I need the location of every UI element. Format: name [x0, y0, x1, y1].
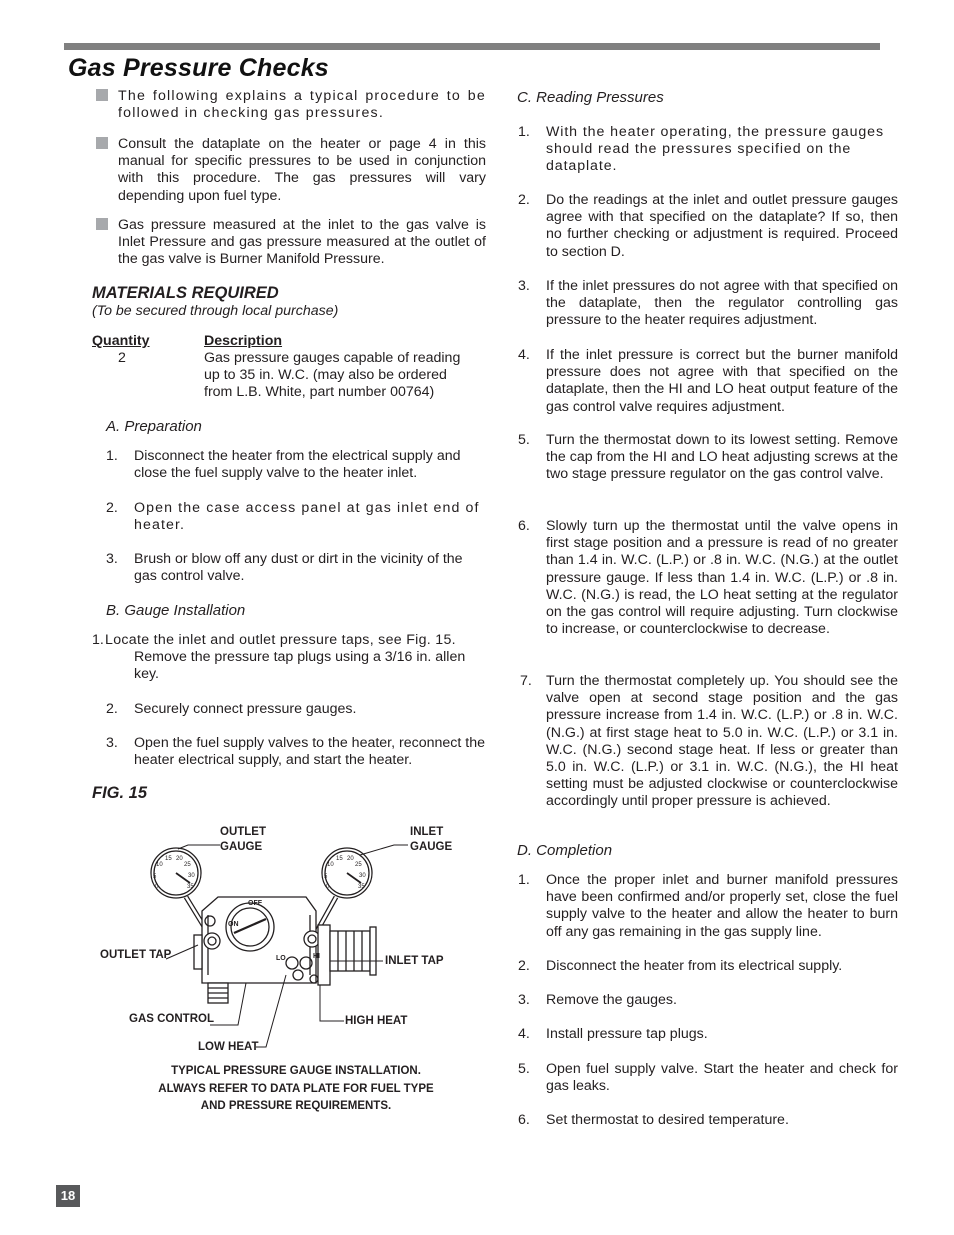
list-number: 1.: [518, 872, 530, 888]
list-item: Open fuel supply valve. Start the heater and check for gas leaks.: [546, 1061, 898, 1095]
gauge-tick: 15: [165, 856, 172, 862]
description-value: Gas pressure gauges capable of reading up to 35 in. W.C. (may also be ordered from L.B. White, part number 00764): [204, 350, 461, 401]
intro-bullet-1: The following explains a typical procedure to be followed in checking gas pressures.: [118, 88, 486, 122]
intro-bullet-2: Consult the dataplate on the heater or page 4 in this manual for specific pressures to be used in conjunction with this procedure. The gas pressures will vary depending upon fuel type.: [118, 136, 486, 204]
list-item: Locate the inlet and outlet pressure taps, see Fig. 15.: [105, 632, 456, 648]
description-header: Description: [204, 333, 283, 349]
materials-heading: MATERIALS REQUIRED: [92, 284, 279, 302]
list-item: Install pressure tap plugs.: [546, 1026, 708, 1042]
inlet-gauge-label: INLET GAUGE: [410, 826, 453, 853]
gauge-tick: 10: [156, 862, 163, 868]
list-number: 5.: [518, 432, 530, 448]
list-item: Brush or blow off any dust or dirt in the vicinity of the gas control valve.: [134, 551, 463, 585]
list-item-continued: Remove the pressure tap plugs using a 3/16 in. allen key.: [134, 649, 466, 683]
list-item: Open the case access panel at gas inlet end of heater.: [134, 500, 480, 534]
outlet-gauge-label: OUTLET GAUGE: [220, 826, 266, 853]
list-number: 6.: [518, 518, 530, 534]
inlet-tap-label: INLET TAP: [385, 955, 444, 967]
low-heat-label: LOW HEAT: [198, 1041, 259, 1053]
gauge-tick: 0: [326, 884, 330, 890]
quantity-value: 2: [118, 350, 126, 366]
page-title: Gas Pressure Checks: [68, 54, 329, 82]
outlet-tap-label: OUTLET TAP: [100, 949, 172, 961]
list-number: 1.: [106, 448, 118, 464]
list-item: Disconnect the heater from the electrical supply and close the fuel supply valve to the heater inlet.: [134, 448, 461, 482]
quantity-header: Quantity: [92, 333, 150, 349]
materials-note: (To be secured through local purchase): [92, 303, 339, 319]
list-item: Turn the thermostat completely up. You should see the valve open at second stage position and the gas pressure increase from 1.4 in. W.C. (L.P.) or .8 in. W.C. (N.G.) at first stage heat to 5.0 in. W.C. (L.P.) or 3.1 in. W.C. (N.G.) second stage heat. If less or greater than 5.0 in. W.C. (L.P.) or 3.1 in. W.C. (N.G.), the HI heat setting must be adjusted clockwise or counterclockwise accordingly until proper pressure is achieved.: [546, 673, 898, 810]
bullet-marker: [96, 218, 108, 230]
gauge-tick: 0: [155, 884, 159, 890]
list-number: 5.: [518, 1061, 530, 1077]
list-number: 4.: [518, 1026, 530, 1042]
list-number: 7.: [520, 673, 532, 689]
gauge-tick: 25: [355, 862, 362, 868]
gauge-tick: 35: [187, 884, 194, 890]
list-number: 4.: [518, 347, 530, 363]
list-number: 2.: [106, 500, 118, 516]
list-item: If the inlet pressure is correct but the burner manifold pressure does not agree with that specified on the dataplate, then the HI and LO heat output feature of the gas control valve requires adjustment.: [546, 347, 898, 415]
list-item: Turn the thermostat down to its lowest setting. Remove the cap from the HI and LO heat adjusting screws at the two stage pressure regulator on the gas control valve.: [546, 432, 898, 483]
gauge-tick: 30: [359, 873, 366, 879]
section-c-heading: C. Reading Pressures: [517, 89, 664, 106]
gauge-tick: 10: [327, 862, 334, 868]
list-number: 3.: [518, 992, 530, 1008]
list-number: 2.: [106, 701, 118, 717]
list-item: Securely connect pressure gauges.: [134, 701, 357, 717]
section-a-heading: A. Preparation: [106, 418, 202, 435]
gauge-tick: 5: [324, 874, 328, 880]
gauge-tick: 5: [153, 874, 157, 880]
outlet-gauge-ticks: [153, 856, 201, 904]
high-heat-label: HIGH HEAT: [345, 1015, 408, 1027]
list-number: 3.: [518, 278, 530, 294]
intro-bullet-3: Gas pressure measured at the inlet to the gas valve is Inlet Pressure and gas pressure measured at the outlet of the gas valve is Burner Manifold Pressure.: [118, 217, 486, 268]
gauge-tick: 35: [358, 884, 365, 890]
list-number: 2.: [518, 958, 530, 974]
gauge-tick: 30: [188, 873, 195, 879]
list-item: Open the fuel supply valves to the heater, reconnect the heater electrical supply, and start the heater.: [134, 735, 485, 769]
figure-label: FIG. 15: [92, 784, 148, 802]
bullet-marker: [96, 89, 108, 101]
list-item: Remove the gauges.: [546, 992, 677, 1008]
on-label: ON: [228, 921, 239, 928]
off-label: OFF: [248, 900, 262, 907]
list-item: Do the readings at the inlet and outlet pressure gauges agree with that specified on the dataplate? If so, then no further checking or adjustment is required. Proceed to section D.: [546, 192, 898, 260]
gauge-tick: 15: [336, 856, 343, 862]
list-item: Slowly turn up the thermostat until the valve opens in first stage position and a pressure is read of no greater than 1.4 in. W.C. (L.P.) or .8 in. W.C. (N.G.) at the outlet pressure gauge. If less than 1.4 in. W.C. (L.P.) or .8 in. W.C. (N.G.) is read, the LO heat setting at the regulator on the gas control will require adjusting. Turn clockwise to increase, or counterclockwise to decrease.: [546, 518, 898, 638]
list-item: With the heater operating, the pressure gauges should read the pressures specified on the dataplate.: [546, 124, 884, 175]
gas-control-label: GAS CONTROL: [129, 1013, 214, 1025]
hi-label: HI: [313, 953, 320, 960]
bullet-marker: [96, 137, 108, 149]
lo-label: LO: [276, 955, 286, 962]
list-number: 2.: [518, 192, 530, 208]
list-number: 1.: [518, 124, 530, 140]
page-number: 18: [56, 1185, 80, 1207]
list-number: 3.: [106, 551, 118, 567]
list-item: Set thermostat to desired temperature.: [546, 1112, 789, 1128]
inlet-gauge-ticks: [324, 856, 372, 904]
gauge-tick: 20: [176, 856, 183, 862]
header-rule: [64, 43, 880, 50]
section-d-heading: D. Completion: [517, 842, 613, 859]
section-b-heading: B. Gauge Installation: [106, 602, 246, 619]
list-item: Once the proper inlet and burner manifold pressures have been confirmed and/or properly set, close the fuel supply valve to the heater and allow the heater to burn off any gas remaining in the gas supply line.: [546, 872, 898, 940]
list-number: 3.: [106, 735, 118, 751]
gauge-tick: 20: [347, 856, 354, 862]
list-item: Disconnect the heater from its electrical supply.: [546, 958, 843, 974]
list-item: If the inlet pressures do not agree with that specified on the dataplate, then the regulator controlling gas pressure to the heater requires adjustment.: [546, 278, 898, 329]
gauge-tick: 25: [184, 862, 191, 868]
list-number: 6.: [518, 1112, 530, 1128]
figure-caption: TYPICAL PRESSURE GAUGE INSTALLATION. ALWAYS REFER TO DATA PLATE FOR FUEL TYPE AND PRESSURE REQUIREMENTS.: [158, 1065, 434, 1112]
list-number: 1.: [92, 632, 104, 648]
